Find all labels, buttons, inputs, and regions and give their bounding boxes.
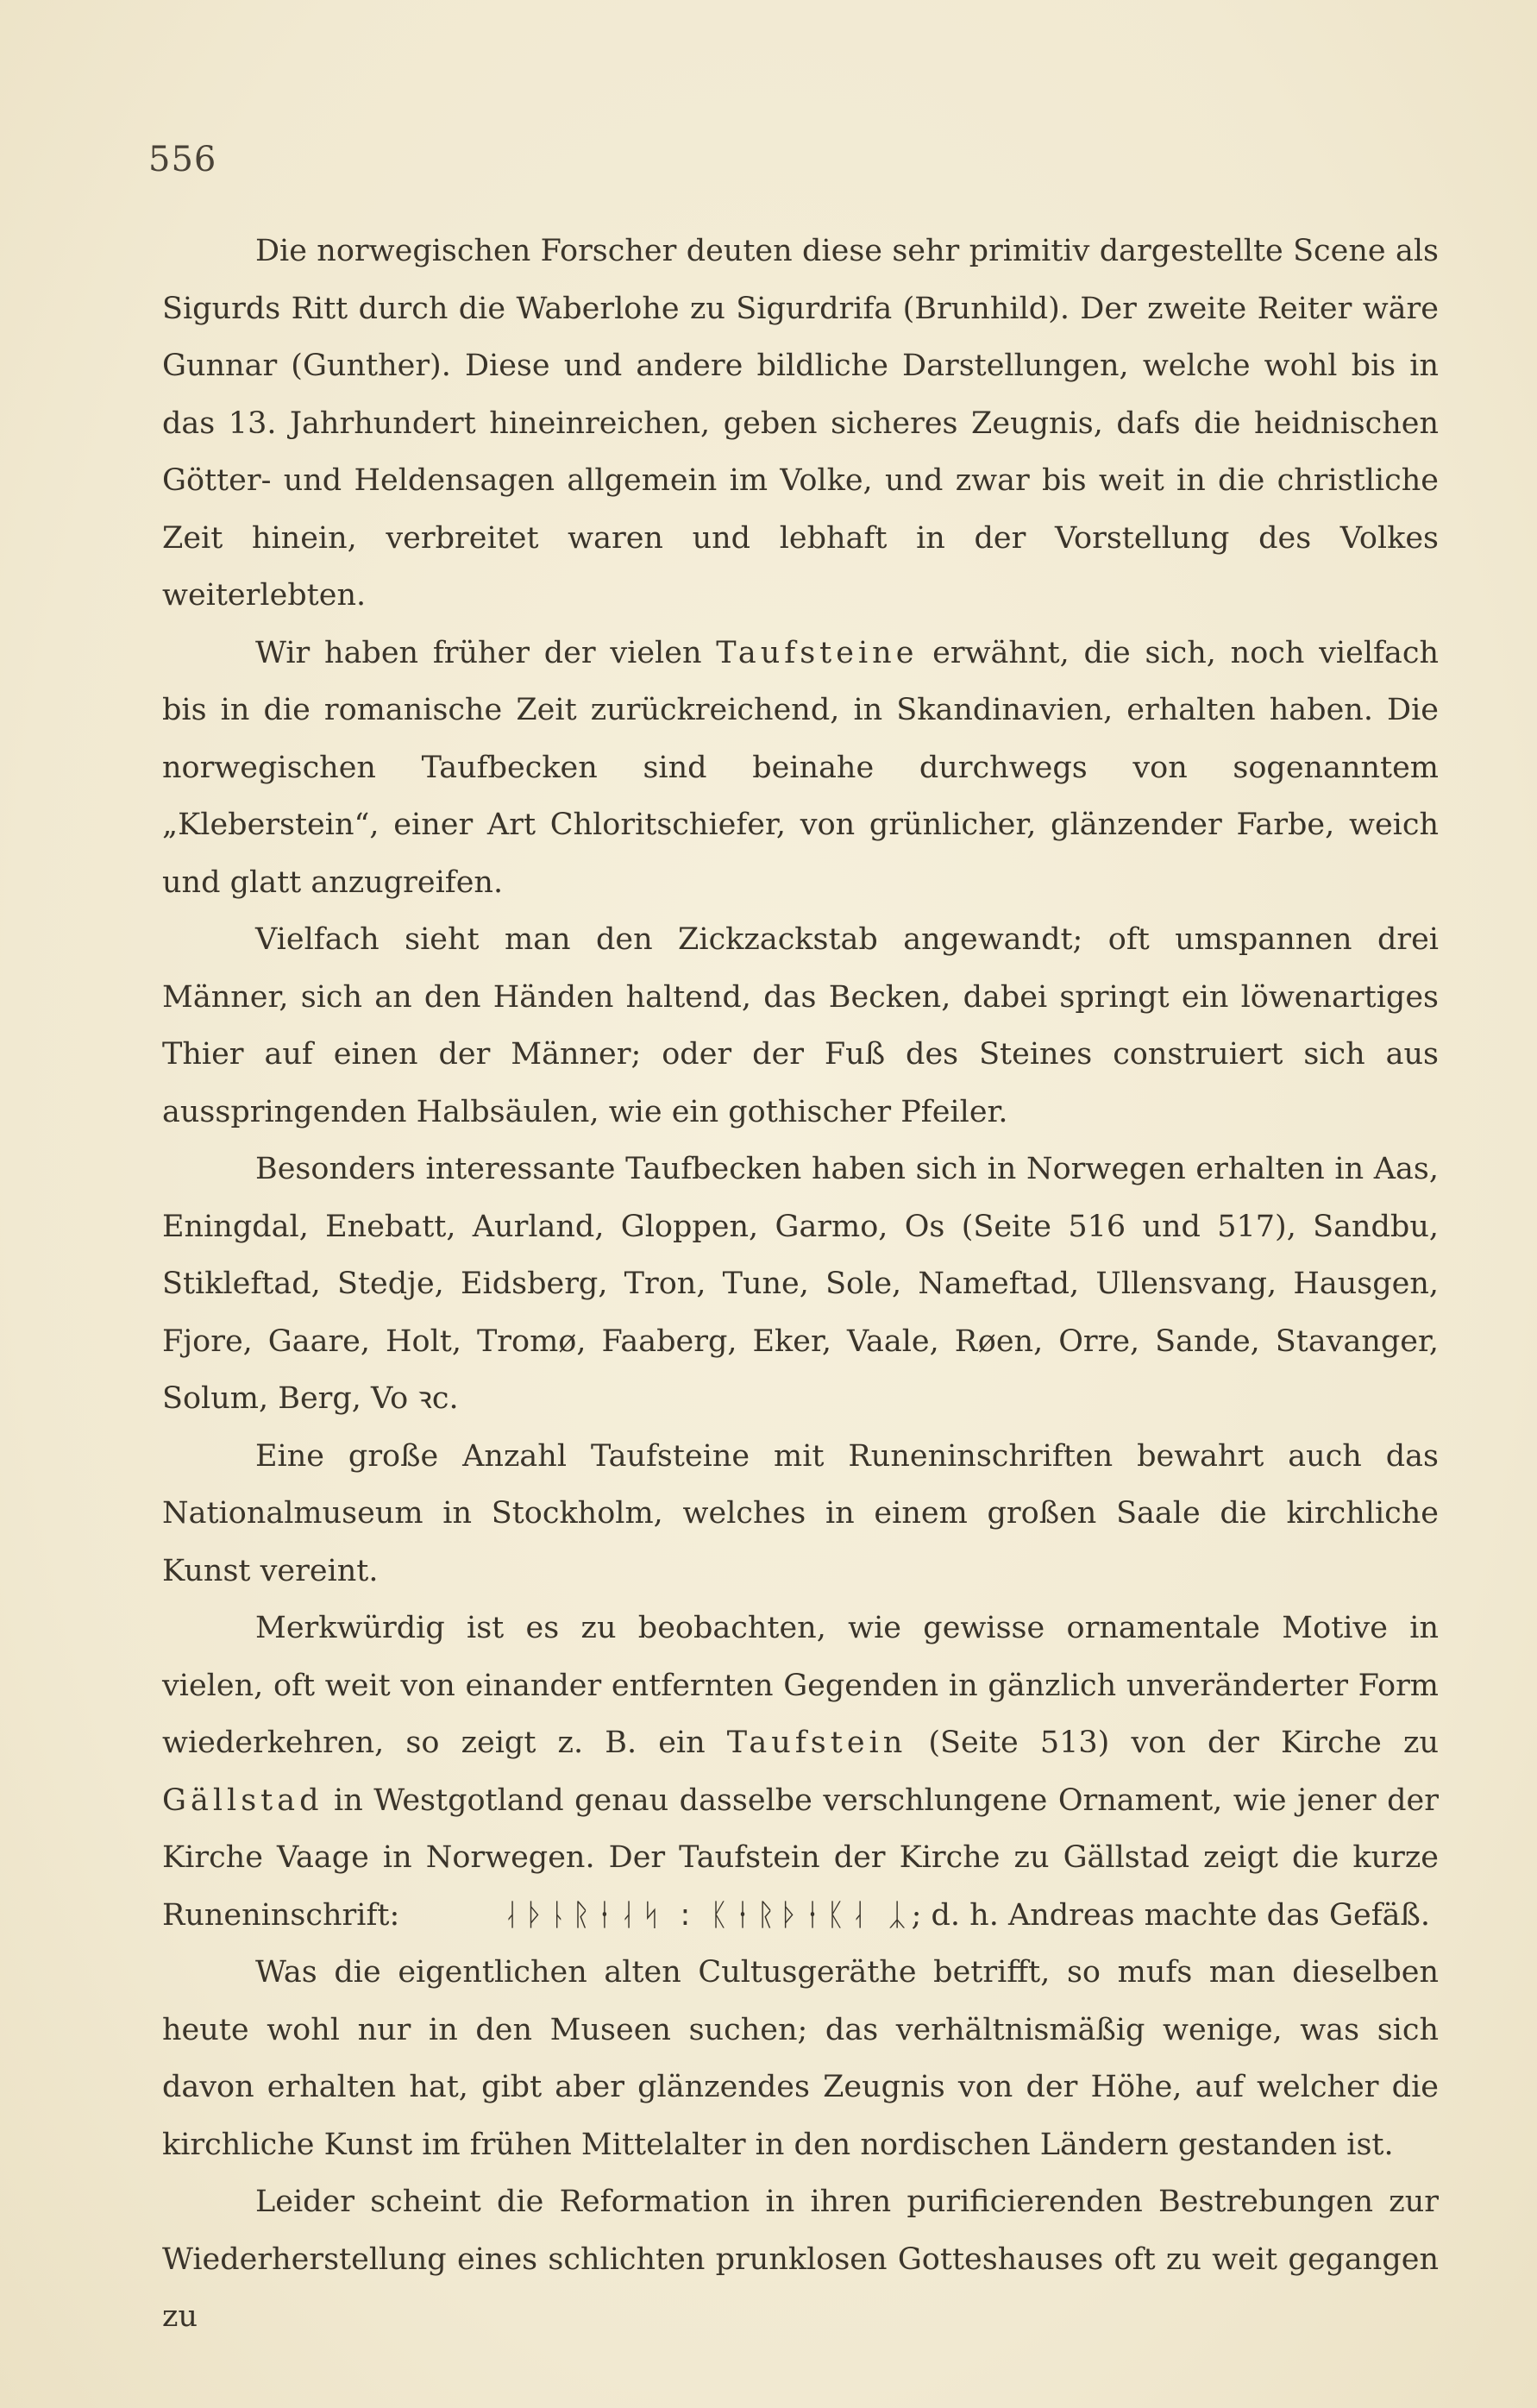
paragraph-2-text-end: erwähnt, die sich, noch vielfach bis in die romanische Zeit zurückreichend, in Skandinavien, erhalten haben. Die norwegischen Taufbecken sind beinahe durchwegs von sogenanntem „Kleberstein“, einer Art Chloritschiefer, von grünlicher, glänzender Farbe, weich und glatt anzugreifen.	[162, 635, 1439, 900]
rune-inscription: ᛆᚦᚿᚱᚽᛆᛋ : ᛕᛂᚱᚦᛂᛕᛆ ᛣ	[502, 1897, 912, 1933]
paragraph-6-text-after: in Westgotland genau dasselbe verschlungene Ornament, wie jener der Kirche Vaage in Norwegen. Der Taufstein der Kirche zu Gällstad zeigt die kurze Runeninschrift:	[162, 1782, 1439, 1933]
paragraph-6	[162, 1600, 1439, 1944]
page-number: 556	[148, 140, 217, 179]
spaced-term-gaellstad: Gällstad	[162, 1782, 323, 1818]
paragraph-4: Besonders interessante Taufbecken haben sich in Norwegen erhalten in Aas, Eningdal, Enebatt, Aurland, Gloppen, Garmo, Os (Seite 516 und 517), Sandbu, Stikleftad, Stedje, Eidsberg, Tron, Tune, Sole, Nameftad, Ullensvang, Hausgen, Fjore, Gaare, Holt, Tromø, Faaberg, Eker, Vaale, Røen, Orre, Sande, Stavanger, Solum, Berg, Vo ꝛc.	[162, 1152, 1439, 1416]
paragraph-3: Vielfach sieht man den Zickzackstab angewandt; oft umspannen drei Männer, sich an den Händen haltend, das Becken, dabei springt ein löwenartiges Thier auf einen der Männer; oder der Fuß des Steines construiert sich aus ausspringenden Halbsäulen, wie ein gothischer Pfeiler.	[162, 922, 1439, 1129]
paragraph-6-text-start: Merkwürdig ist es zu beobachten, wie gewisse ornamentale Motive in vielen, oft weit von einander entfernten Gegenden in gänzlich unveränderter Form wiederkehren, so zeigt z. B. ein	[162, 1611, 1439, 1760]
paragraph-2	[162, 625, 1439, 912]
paragraph-5: Eine große Anzahl Taufsteine mit Runeninschriften bewahrt auch das Nationalmuseum in Stockholm, welches in einem großen Saale die kirchliche Kunst vereint.	[162, 1438, 1439, 1588]
paragraph-6-text-middle: (Seite 513) von der Kirche zu	[907, 1726, 1439, 1760]
body-text	[162, 223, 1439, 2346]
paragraph-2-text-start: Wir haben früher der vielen	[255, 635, 717, 670]
paragraph-7: Was die eigentlichen alten Cultusgeräthe betrifft, so mufs man dieselben heute wohl nur in den Museen suchen; das verhältnismäßig wenige, was sich davon erhalten hat, gibt aber glänzendes Zeugnis von der Höhe, auf welcher die kirchliche Kunst im frühen Mittelalter in den nordischen Ländern gestanden ist.	[162, 1955, 1439, 2162]
paragraph-1: Die norwegischen Forscher deuten diese sehr primitiv dargestellte Scene als Sigurds Ritt durch die Waberlohe zu Sigurdrifa (Brunhild). Der zweite Reiter wäre Gunnar (Gunther). Diese und andere bildliche Darstellungen, welche wohl bis in das 13. Jahrhundert hineinreichen, geben sicheres Zeugnis, dafs die heidnischen Götter- und Heldensagen allgemein im Volke, und zwar bis weit in die christliche Zeit hinein, verbreitet waren und lebhaft in der Vorstellung des Volkes weiterlebten.	[162, 234, 1439, 613]
paragraph-6-text-tail: ; d. h. Andreas machte das Gefäß.	[911, 1897, 1431, 1933]
spaced-term-taufstein: Taufstein	[726, 1726, 907, 1760]
spaced-term-taufsteine: Taufsteine	[716, 635, 919, 670]
paragraph-8: Leider scheint die Reformation in ihren purificierenden Bestrebungen zur Wiederherstellung eines schlichten prunklosen Gotteshauses oft zu weit gegangen zu	[162, 2185, 1439, 2334]
